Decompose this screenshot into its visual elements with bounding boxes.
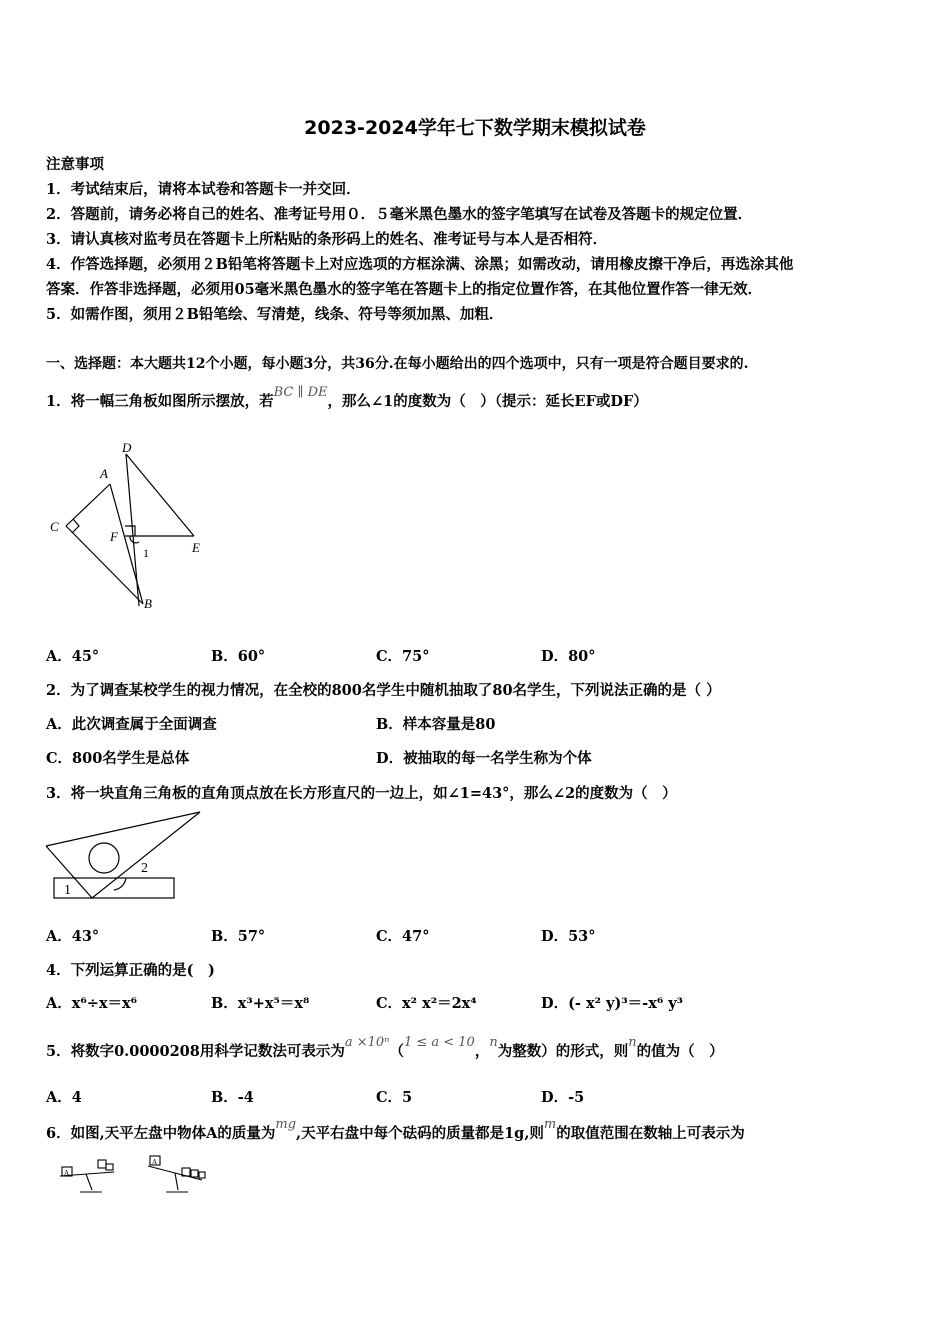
q4-option-d[interactable]: D．(- x² y)³＝-x⁶ y³ [541,995,684,1012]
label-e: E [192,540,200,555]
q5-stem: 5．将数字0.0000208用科学记数法可表示为 [46,1043,345,1060]
q1-option-d[interactable]: D．80° [541,648,596,665]
q4-option-b[interactable]: B．x³+x⁵＝x⁸ [211,995,310,1012]
q6-stem-mid: ,天平右盘中每个砝码的质量都是1g,则 [296,1125,544,1142]
q1-figure [46,438,226,616]
balance-1-object-label: A [64,1169,70,1177]
question-2: 2．为了调查某校学生的视力情况，在全校的800名学生中随机抽取了80名学生，下列说法正确的是（ ） [46,682,721,699]
q1-option-c[interactable]: C．75° [376,648,430,665]
label-a: A [100,466,108,481]
q2-option-b[interactable]: B．样本容量是80 [376,716,496,733]
q6-stem-end: 的取值范围在数轴上可表示为 [556,1125,745,1142]
page-title: 2023-2024学年七下数学期末模拟试卷 [304,117,646,139]
q4-option-c[interactable]: C．x² x²＝2x⁴ [376,995,477,1012]
q6-stem: 6．如图,天平左盘中物体A的质量为 [46,1125,276,1142]
q5-option-c[interactable]: C．5 [376,1089,413,1106]
q4-option-a[interactable]: A．x⁶÷x＝x⁶ [46,995,138,1012]
label-angle-2: 2 [141,861,148,876]
notice-item: 答案．作答非选择题，必须用05毫米黑色墨水的签字笔在答题卡上的指定位置作答，在其他位置作答一律无效． [46,281,763,298]
q3-option-b[interactable]: B．57° [211,928,266,945]
section-heading: 一、选择题：本大题共12个小题，每小题3分，共36分.在每小题给出的四个选项中，只有一项是符合题目要求的. [46,356,749,372]
q5-math-n: n [489,1035,498,1050]
label-angle-1: 1 [143,546,149,560]
notice-item: 2．答题前，请务必将自己的姓名、准考证号用０．５毫米黑色墨水的签字笔填写在试卷及答题卡的规定位置． [46,206,753,223]
q2-option-c[interactable]: C．800名学生是总体 [46,750,190,767]
q6-figure-balances [56,1152,216,1200]
q5-option-d[interactable]: D．-5 [541,1089,585,1106]
q3-option-a[interactable]: A．43° [46,928,100,945]
notice-item: 1．考试结束后，请将本试卷和答题卡一并交回． [46,181,361,198]
q5-math-sci: a ×10ⁿ [344,1035,390,1050]
q1-stem-end: ，那么∠1的度数为（ ）（提示：延长EF或DF） [327,393,648,410]
q1-option-a[interactable]: A．45° [46,648,100,665]
q3-option-c[interactable]: C．47° [376,928,430,945]
question-1 [46,385,648,411]
notice-item: 4．作答选择题，必须用２B铅笔将答题卡上对应选项的方框涂满、涂黑；如需改动，请用橡皮擦干净后，再选涂其他 [46,256,794,273]
q6-math-mg: mg [275,1117,297,1132]
q3-option-d[interactable]: D．53° [541,928,596,945]
q5-option-b[interactable]: B．-4 [211,1089,254,1106]
balance-2-object-label: A [152,1158,158,1166]
q5-paren: （ [389,1043,404,1060]
q1-option-b[interactable]: B．60° [211,648,266,665]
q5-stem-mid: 为整数）的形式，则 [497,1043,629,1060]
label-c: C [50,519,59,534]
label-d: D [122,440,132,455]
question-5 [46,1035,724,1061]
notice-item: 5．如需作图，须用２B铅笔绘、写清楚，线条、符号等须加黑、加粗． [46,306,504,323]
q3-figure [44,810,206,902]
question-6 [46,1117,745,1143]
q5-math-range: 1 ≤ a < 10 [403,1035,475,1050]
q5-option-a[interactable]: A．4 [46,1089,82,1106]
notice-item: 3．请认真核对监考员在答题卡上所粘贴的条形码上的姓名、准考证号与本人是否相符． [46,231,608,248]
q6-math-m: m [543,1117,557,1132]
notice-heading: 注意事项 [46,156,104,173]
q2-option-d[interactable]: D．被抽取的每一名学生称为个体 [376,750,592,767]
label-f: F [110,529,118,544]
label-angle-1: 1 [64,883,71,898]
q5-comma: ， [474,1043,490,1060]
q2-option-a[interactable]: A．此次调查属于全面调查 [46,716,217,733]
q5-math-n2: n [628,1035,637,1050]
question-4: 4．下列运算正确的是( ) [46,962,215,979]
q1-stem: 1．将一幅三角板如图所示摆放，若 [46,393,274,410]
question-3: 3．将一块直角三角板的直角顶点放在长方形直尺的一边上，如∠1=43°，那么∠2的度数为（ ） [46,785,677,802]
q5-stem-end: 的值为（ ） [636,1043,724,1060]
label-b: B [144,596,152,611]
q1-math: BC ∥ DE [273,385,328,400]
